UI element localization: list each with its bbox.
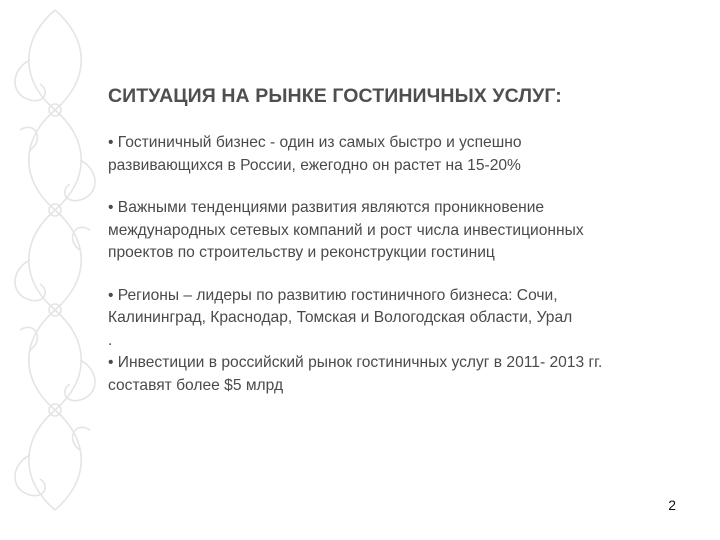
decorative-flourish-ornament bbox=[0, 0, 110, 540]
bullet-item: • Важными тенденциями развития являются проникновение международных сетевых компаний и рост числа инвестиционных проектов по строительству и реконструкции гостиниц bbox=[108, 199, 584, 261]
bullet-list bbox=[108, 132, 698, 397]
bullet-item: • Гостиничный бизнес - один из самых быстро и успешно развивающихся в России, ежегодно он растет на 15-20% bbox=[108, 134, 522, 174]
slide-title: СИТУАЦИЯ НА РЫНКЕ ГОСТИНИЧНЫХ УСЛУГ: bbox=[108, 85, 562, 107]
bullet-item: • Регионы – лидеры по развитию гостиничного бизнеса: Сочи, Калининград, Краснодар, Томская и Вологодская области, Урал . • Инвестиции в российский рынок гостиничных услуг в 2011- 2013 гг. составят более $5 млрд bbox=[108, 286, 603, 394]
page-number: 2 bbox=[668, 497, 676, 513]
